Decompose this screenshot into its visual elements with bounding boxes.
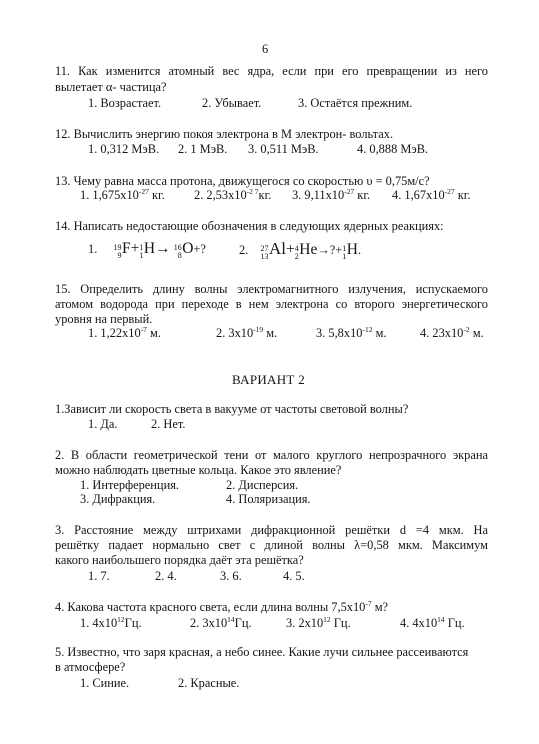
nuclide-fluorine: 19 9 F <box>113 240 131 260</box>
v2-q1-option-2: 2. Нет. <box>151 417 186 431</box>
v2-q5-text-line2: в атмосфере? <box>55 660 126 674</box>
v2-q4-option-2: 2. $3x10^{14}Гц$. <box>190 614 252 630</box>
nuclide-aluminium: 27 13 Al <box>260 239 287 261</box>
v2-q4-option-3: 3. $2x10^{12}$ Гц. <box>286 614 351 630</box>
q11-text-line1: 11. Как изменится атомный вес ядра, если при его превращении из него <box>55 64 488 78</box>
v2-q2-option-3: 3. Дифракция. <box>80 492 156 506</box>
nuclide-helium: 4 2 He <box>294 241 318 261</box>
v2-q5-option-2: 2. Красные. <box>178 676 240 690</box>
q15-option-3: 3. $5,8x10^{-12}$ м. <box>316 324 387 340</box>
v2-q4-option-1: 1. $4x10^{12}Гц$. <box>80 614 142 630</box>
v2-q5-text-line1: 5. Известно, что заря красная, а небо синее. Какие лучи сильнее рассеиваются <box>55 645 469 659</box>
q11-text-line2: вылетает α- частица? <box>55 80 167 94</box>
v2-q2-option-2: 2. Дисперсия. <box>226 478 299 492</box>
v2-q2-option-4: 4. Поляризация. <box>226 492 311 506</box>
v2-q3-text-line1: 3. Расстояние между штрихами дифракционной решётки d =4 мкм. На <box>55 523 488 537</box>
q12-text: 12. Вычислить энергию покоя электрона в М электрон- вольтах. <box>55 127 394 141</box>
v2-q3-option-3: 3. 6. <box>220 569 242 583</box>
v2-q2-text-line1: 2. В области геометрической тени от малого круглого непрозрачного экрана <box>55 448 488 462</box>
q12-option-3: 3. 0,511 МэВ. <box>248 142 319 156</box>
v2-q4-text: 4. Какова частота красного света, если длина волны $7,5x10^{-7}$ м? <box>55 598 389 614</box>
q15-text-line1: 15. Определить длину волны электромагнитного излучения, испускаемого <box>55 282 488 296</box>
nuclide-oxygen: 16 8 O <box>173 240 194 260</box>
page-number: 6 <box>262 42 269 56</box>
v2-q3-text-line2: решётку падает нормально свет с длиной волны λ=0,58 мкм. Максимум <box>55 538 488 552</box>
q13-text: 13. Чему равна масса протона, движущегося со скоростью υ = 0,75м/с? <box>55 174 430 188</box>
nuclide-hydrogen: 1 1 H <box>139 240 156 260</box>
v2-q3-option-4: 4. 5. <box>283 569 305 583</box>
v2-q3-option-2: 2. 4. <box>155 569 177 583</box>
q15-option-4: 4. $23x10^{-2}$ м. <box>420 324 484 340</box>
nuclide-hydrogen-product: 1 1 H <box>342 241 358 261</box>
q12-option-4: 4. 0,888 МэВ. <box>357 142 429 156</box>
q15-option-1: 1. $1,22x10^{-7}$ м. <box>88 324 161 340</box>
q11-option-2: 2. Убывает. <box>202 96 262 110</box>
variant-title: ВАРИАНТ 2 <box>232 372 306 387</box>
q13-option-4: 4. $1,67x10^{-27}$ кг. <box>392 186 471 202</box>
reaction-2-label: 2. <box>239 243 249 257</box>
v2-q2-option-1: 1. Интерференция. <box>80 478 179 492</box>
v2-q4-option-4: 4. $4x10^{14}$ Гц. <box>400 614 465 630</box>
v2-q5-option-1: 1. Синие. <box>80 676 130 690</box>
q15-text-line2: атомом водорода при переходе в нем электрона со второго энергетического <box>55 297 488 311</box>
q13-option-1: 1. $1,675x10^{-27}$ кг. <box>80 186 165 202</box>
v2-q1-option-1: 1. Да. <box>88 417 118 431</box>
v2-q2-text-line2: можно наблюдать цветные кольца. Какое это явление? <box>55 463 342 477</box>
q14-text: 14. Написать недостающие обозначения в следующих ядерных реакциях: <box>55 219 444 233</box>
q15-option-2: 2. $3x10^{-19}$ м. <box>216 324 278 340</box>
v2-q1-text: 1.Зависит ли скорость света в вакууме от частоты световой волны? <box>55 402 409 416</box>
reaction-arrow: → <box>155 240 171 257</box>
q14-reaction-2: 2. 27 13 Al+ 4 2 He→?+ 1 1 H. <box>239 239 362 261</box>
reaction-1-label: 1. <box>88 242 98 256</box>
v2-q3-text-line3: какого наибольшего порядка даёт эта решётка? <box>55 553 304 567</box>
q14-reaction-1: 1. 19 9 F+ 1 1 H→ 16 8 O+? <box>88 240 206 260</box>
q12-option-2: 2. 1 МэВ. <box>178 142 228 156</box>
q12-option-1: 1. 0,312 МэВ. <box>88 142 160 156</box>
q11-option-3: 3. Остаётся прежним. <box>298 96 413 110</box>
q15-text-line3: уровня на первый. <box>55 312 153 326</box>
q11-option-1: 1. Возрастает. <box>88 96 162 110</box>
v2-q3-option-1: 1. 7. <box>88 569 110 583</box>
q13-option-2: 2. $2,53x10^{-2 7}кг$. <box>194 186 272 202</box>
q13-option-3: 3. $9,11x10^{-27}$ кг. <box>292 186 371 202</box>
